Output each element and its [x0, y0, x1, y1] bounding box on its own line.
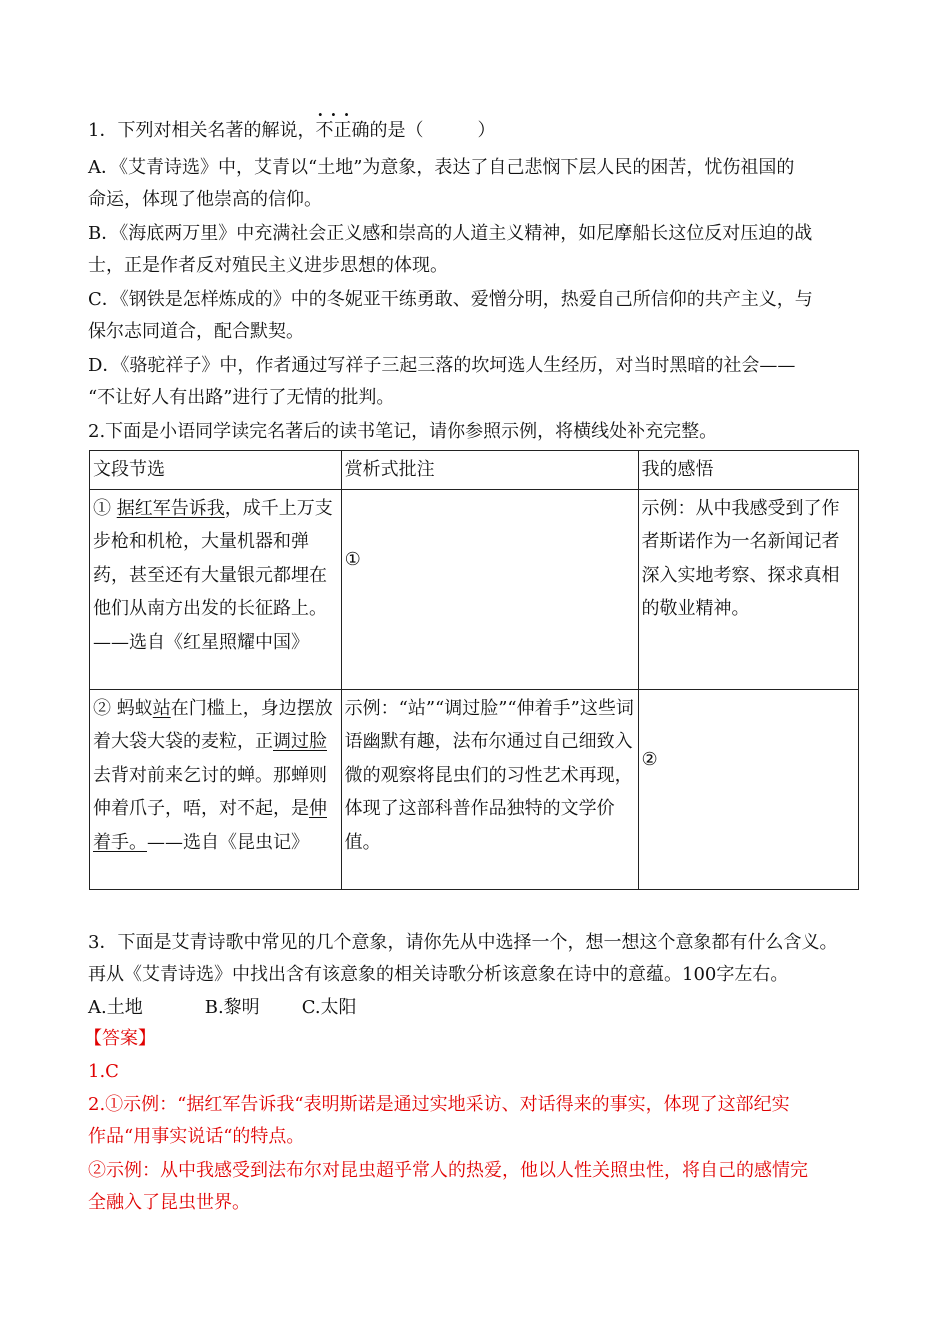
q3-option-a: A.土地 [88, 997, 143, 1018]
table-row [90, 489, 859, 689]
row2-underlined-2: 调过脸 [273, 731, 327, 752]
q3-line1: 3．下面是艾青诗歌中常见的几个意象，请你先从中选择一个，想一想这个意象都有什么含义。 [88, 932, 838, 953]
table-row [90, 689, 859, 889]
q1-stem [88, 116, 495, 146]
q3-option-b: B.黎明 [204, 997, 260, 1018]
row2-text-3: 去背对前来乞讨的蝉。那蝉则伸着爪子，唔，对不起，是 [93, 764, 327, 819]
row2-underlined-1: 站 [152, 697, 171, 719]
q1-option-c-line1: C．《钢铁是怎样炼成的》中的冬妮亚干练勇敢、爱憎分明，热爱自己所信仰的共产主义，与 [88, 289, 813, 310]
q3-options [88, 993, 357, 1023]
header-reflection: 我的感悟 [638, 451, 858, 490]
answer-1: 1.C [88, 1061, 119, 1082]
q1-option-b-line1: B．《海底两万里》中充满社会正义感和崇高的人道主义精神，如尼摩船长这位反对压迫的战 [88, 223, 813, 244]
row1-number: ① [93, 497, 111, 519]
row2-underlined-3: 伸着手。 [93, 798, 327, 853]
q1-stem-after: 的是（ ） [369, 120, 496, 141]
q2-stem: 2.下面是小语同学读完名著后的读书笔记，请你参照示例，将横线处补充完整。 [88, 421, 718, 442]
row2-reflection-blank: ② [638, 689, 858, 889]
row2-excerpt [90, 689, 342, 889]
answer-3-line2: 全融入了昆虫世界。 [88, 1192, 250, 1213]
header-annotation: 赏析式批注 [341, 451, 638, 490]
q3-option-c: C.太阳 [301, 997, 357, 1018]
row2-text-1: 蚂蚁 [116, 697, 153, 719]
row1-excerpt [90, 489, 342, 689]
q1-option-d-line2: “不让好人有出路”进行了无情的批判。 [88, 387, 395, 408]
row1-underlined-phrase: 据红军告诉我 [116, 497, 225, 519]
answer-2-line1: 2.①示例：“据红军告诉我“表明斯诺是通过实地采访、对话得来的事实，体现了这部纪实 [88, 1094, 790, 1115]
q1-option-d-line1: D．《骆驼祥子》中，作者通过写祥子三起三落的坎坷选人生经历，对当时黑暗的社会—— [88, 355, 796, 376]
row2-number: ② [93, 697, 111, 719]
table-header-row [90, 451, 859, 490]
q1-option-c-line2: 保尔志同道合，配合默契。 [88, 321, 304, 342]
row1-excerpt-text: ，成千上万支步枪和机枪，大量机器和弹药，甚至还有大量银元都埋在他们从南方出发的长征路上。——选自《红星照耀中国》 [93, 497, 333, 653]
q3-line2: 再从《艾青诗选》中找出含有该意象的相关诗歌分析该意象在诗中的意蕴。100字左右。 [88, 964, 789, 985]
reading-notes-table [89, 450, 859, 890]
header-excerpt: 文段节选 [90, 451, 342, 490]
row2-annotation: 示例：“站”“调过脸”“伸着手”这些词语幽默有趣，法布尔通过自己细致入微的观察将昆虫们的习性艺术再现，体现了这部科普作品独特的文学价值。 [341, 689, 638, 889]
q1-option-a-line2: 命运，体现了他崇高的信仰。 [88, 189, 322, 210]
q1-option-a-line1: A．《艾青诗选》中，艾青以“土地”为意象，表达了自己悲悯下层人民的困苦，忧伤祖国的 [88, 157, 795, 178]
answer-3-line1: ②示例：从中我感受到法布尔对昆虫超乎常人的热爱，他以人性关照虫性，将自己的感情完 [88, 1160, 808, 1181]
q1-stem-before: 1．下列对相关名著的解说， [88, 120, 316, 141]
q1-option-b-line2: 士，正是作者反对殖民主义进步思想的体现。 [88, 255, 448, 276]
answer-2-line2: 作品“用事实说话“的特点。 [88, 1126, 305, 1147]
row2-text-2: 在门槛上，身边摆放着大袋大袋的麦粒，正 [93, 697, 333, 752]
row2-text-4: ——选自《昆虫记》 [147, 831, 309, 853]
row1-reflection: 示例：从中我感受到了作者斯诺作为一名新闻记者深入实地考察、探求真相的敬业精神。 [638, 489, 858, 689]
answer-heading: 【答案】 [84, 1028, 156, 1049]
q1-stem-emphasis: · · · 不正确 [315, 116, 369, 146]
row1-annotation-blank: ① [341, 489, 638, 689]
